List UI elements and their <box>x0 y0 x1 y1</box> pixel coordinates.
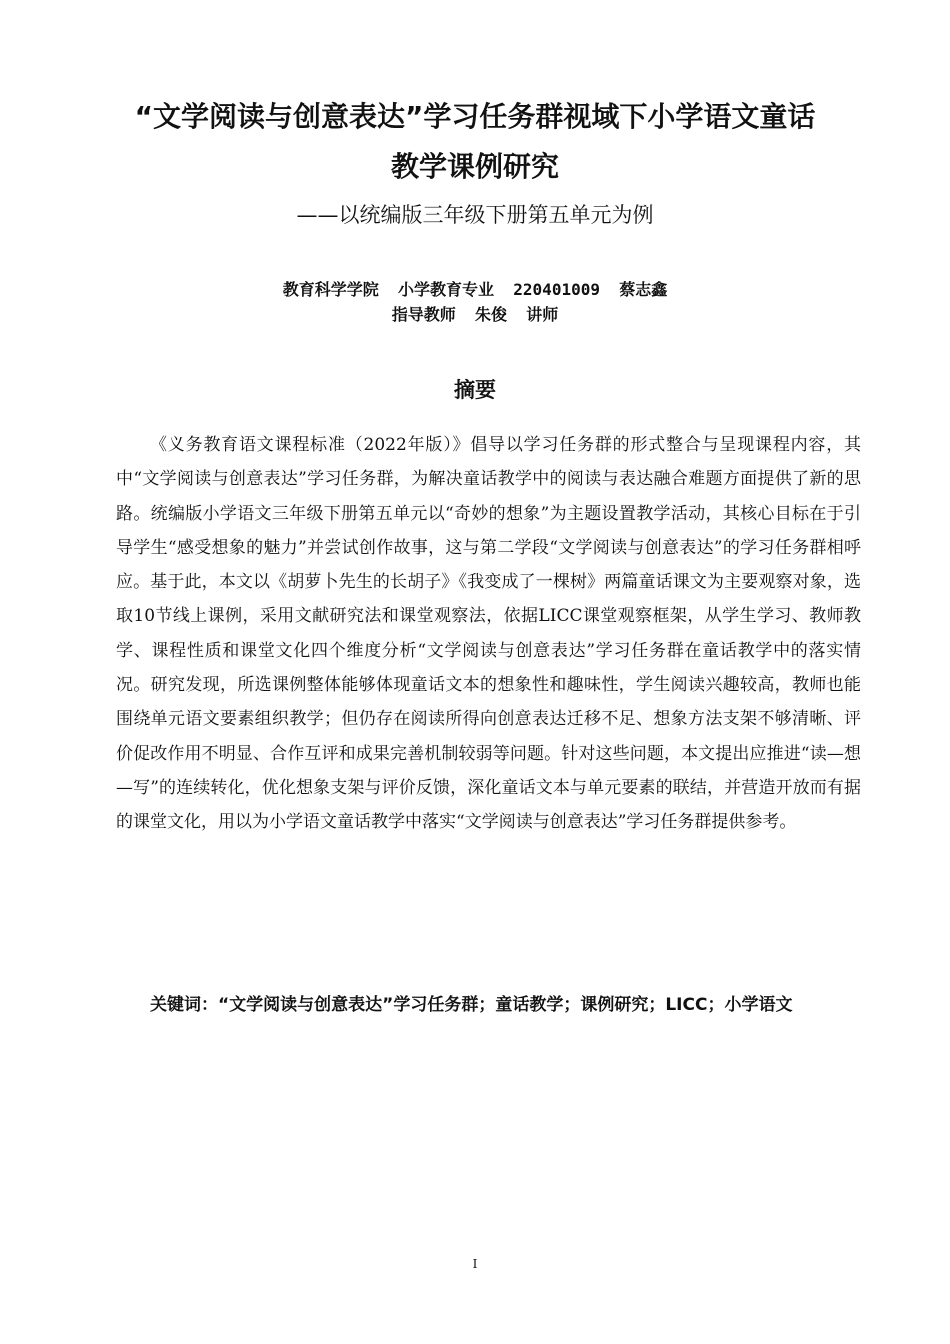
advisor-info: 指导教师 朱俊 讲师 <box>391 305 559 324</box>
abstract-heading: 摘要 <box>454 378 496 402</box>
page-number: I <box>472 1257 478 1271</box>
paper-title-line-2: 教学课例研究 <box>390 150 559 183</box>
paper-title-line-1: “文学阅读与创意表达”学习任务群视域下小学语文童话 <box>134 100 816 133</box>
author-info: 教育科学学院 小学教育专业 220401009 蔡志鑫 <box>282 280 668 299</box>
paper-subtitle: ——以统编版三年级下册第五单元为例 <box>296 203 654 227</box>
abstract-body: 《义务教育语文课程标准（2022年版）》倡导以学习任务群的形式整合与呈现课程内容，其中“文学阅读与创意表达”学习任务群，为解决童话教学中的阅读与表达融合难题方面提供了新的思路。统编版小学语文三年级下册第五单元以“奇妙的想象”为主题设置教学活动，其核心目标在于引导学生“感受想象的魅力”并尝试创作故事，这与第二学段“文学阅读与创意表达”的学习任务群相呼应。基于此，本文以《胡萝卜先生的长胡子》《我变成了一棵树》两篇童话课文为主要观察对象，选取10节线上课例，采用文献研究法和课堂观察法，依据LICC课堂观察框架，从学生学习、教师教学、课程性质和课堂文化四个维度分析“文学阅读与创意表达”学习任务群在童话教学中的落实情况。研究发现，所选课例整体能够体现童话文本的想象性和趣味性，学生阅读兴趣较高，教师也能围绕单元语文要素组织教学；但仍存在阅读所得向创意表达迁移不足、想象方法支架不够清晰、评价促改作用不明显、合作互评和成果完善机制较弱等问题。针对这些问题，本文提出应推进“读—想—写”的连续转化，优化想象支架与评价反馈，深化童话文本与单元要素的联结，并营造开放而有据的课堂文化，用以为小学语文童话教学中落实“文学阅读与创意表达”学习任务群提供参考。 <box>116 435 861 833</box>
keywords: 关键词：“文学阅读与创意表达”学习任务群；童话教学；课例研究；LICC；小学语文 <box>150 995 793 1015</box>
